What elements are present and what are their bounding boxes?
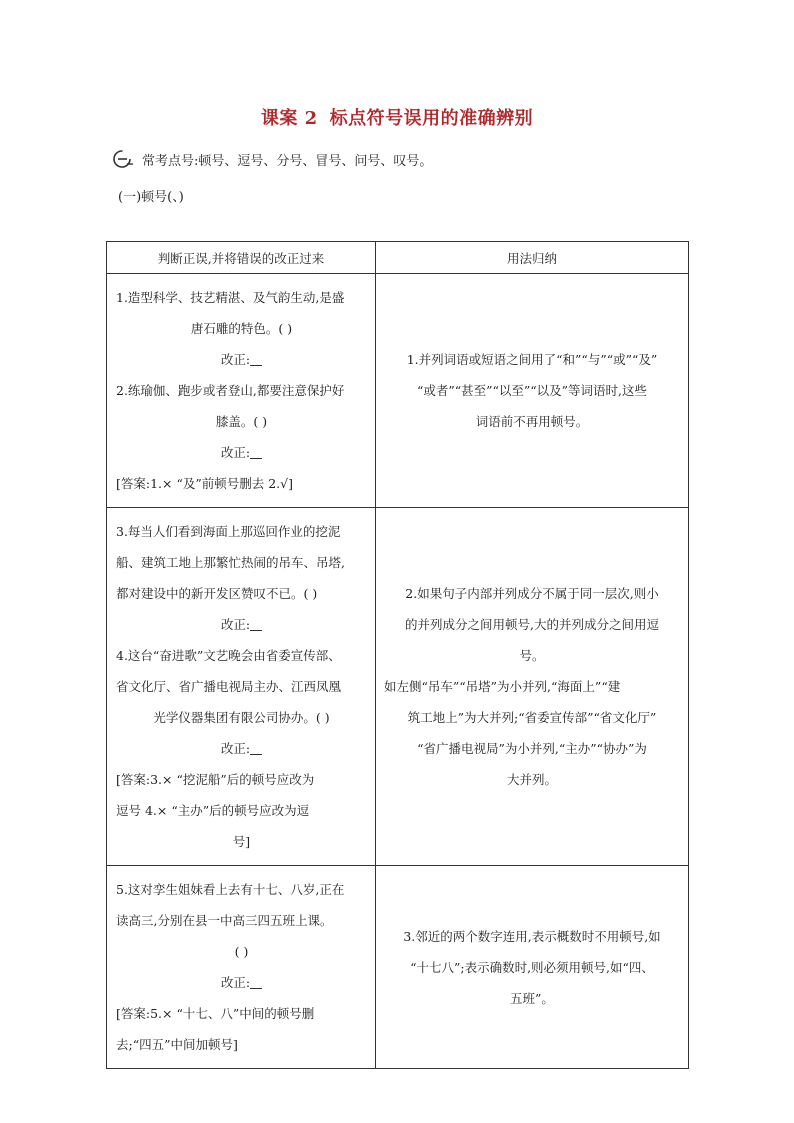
question-text: 唐石雕的特色。( ) [190, 321, 293, 336]
question-text: 5.这对孪生姐妹看上去有十七、八岁,正在 [116, 882, 345, 897]
correction-line: 改正: [116, 437, 367, 468]
summary-text: 词语前不再用顿号。 [475, 414, 589, 429]
answer-key: [答案:5.× “十七、八”中间的顿号删 [116, 1006, 315, 1021]
table-row [107, 274, 689, 508]
answer-key: [答案:1.× “及”前顿号删去 2.√] [116, 476, 293, 491]
question-text: 膝盖。( ) [215, 414, 268, 429]
exercise-cell [107, 274, 376, 508]
correction-line: 改正: [116, 967, 367, 998]
table-row [107, 508, 689, 866]
lesson-number: 课案 2 [260, 108, 318, 129]
summary-text: “省广播电视局”为小并列,“主办”“协办”为 [417, 741, 647, 756]
summary-text: 的并列成分之间用顿号,大的并列成分之间用逗 [405, 617, 659, 632]
summary-cell [376, 274, 689, 508]
question-text: 2.练瑜伽、跑步或者登山,都要注意保护好 [116, 383, 345, 398]
summary-text: “或者”“甚至”“以至”“以及”等词语时,这些 [416, 383, 648, 398]
summary-text: 如左侧“吊车”“吊塔”为小并列,“海面上”“建 [384, 679, 621, 694]
answer-key: [答案:3.× “挖泥船”后的顿号应改为 [116, 772, 315, 787]
intro-line [112, 148, 432, 170]
summary-text: 大并列。 [506, 772, 557, 787]
table-header-row [107, 242, 689, 274]
correction-line: 改正: [116, 733, 367, 764]
answer-key: 号] [232, 834, 251, 849]
summary-text: 2.如果句子内部并列成分不属于同一层次,则小 [405, 586, 659, 601]
answer-blank[interactable] [250, 740, 262, 755]
answer-key: 去;“四五”中间加顿号] [116, 1037, 238, 1052]
question-text: 省文化厅、省广播电视局主办、江西凤凰 [116, 679, 342, 694]
correction-line: 改正: [116, 344, 367, 375]
question-text: ( ) [234, 944, 249, 959]
lesson-topic: 标点符号误用的准确辨别 [329, 108, 534, 129]
header-judge: 判断正误,并将错误的改正过来 [107, 242, 376, 274]
section-heading: (一)顿号(、) [118, 190, 184, 205]
answer-blank[interactable] [250, 351, 262, 366]
intro-text: 常考点号:顿号、逗号、分号、冒号、问号、叹号。 [142, 153, 433, 169]
question-text: 4.这台“奋进歌”文艺晚会由省委宣传部、 [116, 648, 341, 663]
question-text: 船、建筑工地上那繁忙热闹的吊车、吊塔, [116, 555, 345, 570]
question-text: 读高三,分别在县一中高三四五班上课。 [116, 913, 333, 928]
question-text: 1.造型科学、技艺精湛、及气韵生动,是盛 [116, 290, 345, 305]
question-text: 3.每当人们看到海面上那巡回作业的挖泥 [116, 524, 341, 539]
summary-cell [376, 508, 689, 866]
answer-blank[interactable] [250, 444, 262, 459]
answer-blank[interactable] [250, 974, 262, 989]
summary-text: 1.并列词语或短语之间用了“和”“与”“或”“及” [406, 352, 658, 367]
header-summary: 用法归纳 [376, 242, 689, 274]
table-row [107, 866, 689, 1069]
summary-text: 3.邻近的两个数字连用,表示概数时不用顿号,如 [403, 928, 661, 944]
summary-text: 号。 [519, 648, 545, 663]
answer-blank[interactable] [250, 616, 262, 631]
page-title [0, 104, 794, 130]
question-text: 都对建设中的新开发区赞叹不已。( ) [116, 586, 318, 601]
summary-text: 筑工地上”为大并列;“省委宣传部”“省文化厅” [407, 710, 657, 725]
exercise-table [106, 241, 689, 1069]
summary-cell [376, 866, 689, 1069]
exercise-cell [107, 508, 376, 866]
section-marker-icon [112, 148, 134, 170]
exercise-cell [107, 866, 376, 1069]
correction-line: 改正: [116, 609, 367, 640]
question-text: 光学仪器集团有限公司协办。( ) [153, 710, 330, 725]
summary-text: 五班”。 [510, 990, 554, 1006]
answer-key: 逗号 4.× “主办”后的顿号应改为逗 [116, 803, 310, 818]
summary-text: “十七八”;表示确数时,则必须用顿号,如“四、 [410, 959, 654, 975]
